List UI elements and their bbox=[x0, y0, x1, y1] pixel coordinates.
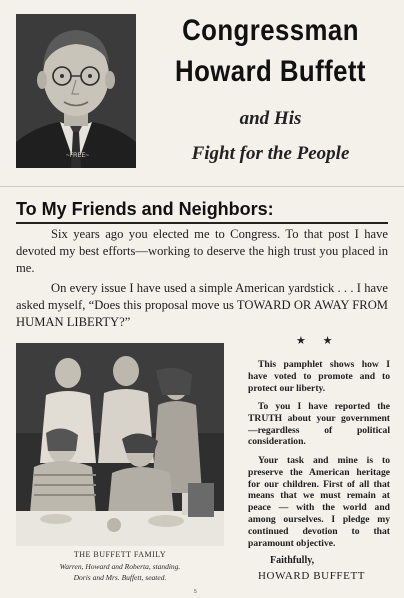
stars-divider: ★ ★ bbox=[296, 335, 340, 347]
letter-greeting: To My Friends and Neighbors: bbox=[16, 199, 274, 219]
letter-paragraph-1: Six years ago you elected me to Congress. To that post I have devoted my best efforts—working to deserve the high trust you placed in me. bbox=[16, 227, 388, 275]
title-line-congressman: Congressman bbox=[182, 14, 359, 47]
title-line-name: Howard Buffett bbox=[175, 55, 366, 88]
greeting-rule bbox=[16, 222, 388, 224]
family-photo bbox=[16, 343, 224, 546]
subtitle-line-2: Fight for the People bbox=[191, 143, 350, 164]
letter-closing: Faithfully, bbox=[270, 555, 315, 566]
page-fold-line bbox=[0, 186, 404, 187]
photo-caption-line-1: Warren, Howard and Roberta, standing. bbox=[59, 562, 181, 571]
page-footer-mark: 5 bbox=[194, 589, 197, 595]
sidebar-paragraph-2: To you I have reported the TRUTH about your government —regardless of political consideration. bbox=[248, 401, 390, 448]
sidebar-paragraph-1: This pamphlet shows how I have voted to promote and to protect our liberty. bbox=[248, 359, 390, 394]
portrait-stamp: ~FREE~ bbox=[66, 153, 90, 159]
photo-caption-title: THE BUFFETT FAMILY bbox=[73, 550, 167, 559]
sidebar-paragraph-3: Your task and mine is to preserve the American heritage for our children. First of all that means that we must remain at peace — with the world and among ourselves. I pledge my continued devotion to that paramount objective. bbox=[248, 455, 390, 549]
letter-paragraph-2: On every issue I have used a simple American yardstick . . . I have asked myself, “Does this proposal move us TOWARD OR AWAY FROM HUMAN LIBERTY?” bbox=[16, 281, 388, 329]
photo-caption-line-2: Doris and Mrs. Buffett, seated. bbox=[73, 573, 167, 582]
letter-signature: HOWARD BUFFETT bbox=[258, 570, 366, 582]
congressman-portrait-photo bbox=[16, 14, 136, 168]
subtitle-line-1: and His bbox=[239, 108, 302, 129]
